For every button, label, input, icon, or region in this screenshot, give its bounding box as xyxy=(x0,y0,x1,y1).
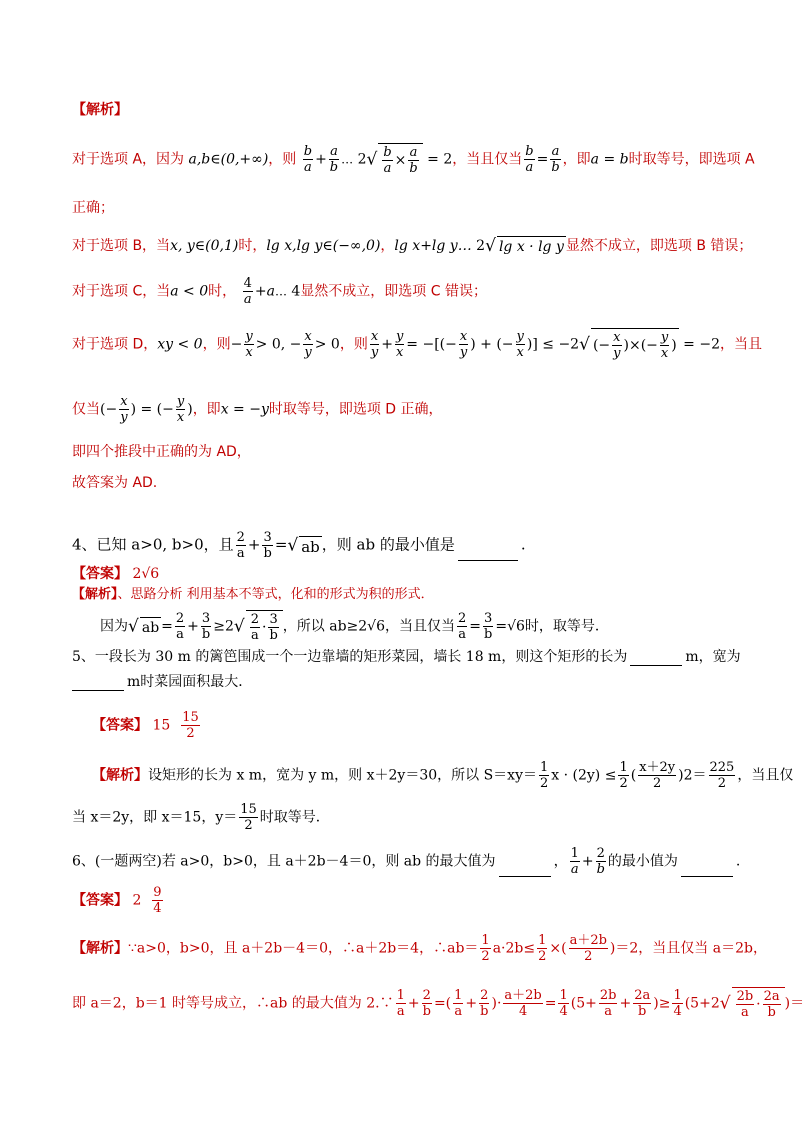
option-d-line: 对于选项 D，xy < 0，则− $\frac{y}{x}$ > 0, − $\frac{x}{y}$ > 0，则 $\frac{x}{y}$ + $\frac{y}{x}$ = −[(− $\frac{x}{y}$ ) + (− $\frac{y}{x}$ )] ≤ −2√ (− $\frac{x}{y}$ )×(− $\frac{y}{x}$ ) = −2，当且 xyxy=(72,329,762,361)
option-a-line: 对于选项 A，因为 a,b∈(0,+∞)，则 $\frac{b}{a}$ + $\frac{a}{b}$ … 2√ $\frac{b}{a}$ × $\frac{a}{b}$ = 2，当且仅当 $\frac{b}{a}$ = $\frac{a}{b}$ ，即a = b时取等号，即选项 A xyxy=(72,144,755,176)
answer-blank[interactable] xyxy=(458,545,518,561)
conclusion-line-2: 故答案为 AD. xyxy=(72,475,158,491)
q4-answer: 【答案】 2√6 xyxy=(72,566,160,582)
option-d-line-2: 仅当(− $\frac{x}{y}$ ) = (− $\frac{y}{x}$ )，即x = −y时取等号，即选项 D 正确， xyxy=(72,394,443,425)
q6-analysis: 【解析】∵a>0，b>0，且 a＋2b－4＝0，∴a＋2b＝4，∴ab＝ $\frac{1}{2}$ a·2b≤ $\frac{1}{2}$ ×( $\frac{a+2b}{2}$ )＝2，当且仅当 a＝2b， xyxy=(72,933,767,964)
question-5-line-2: m时菜园面积最大． xyxy=(72,673,252,691)
question-5: 5、一段长为 30 m 的篱笆围成一个一边靠墙的矩形菜园，墙长 18 m，则这个矩形的长为 m，宽为 xyxy=(72,649,741,665)
option-c-line: 对于选项 C，当a < 0时， $\frac{4}{a}$ +a… 4显然不成立，即选项 C 错误； xyxy=(72,276,487,307)
analysis-heading: 【解析】 xyxy=(72,102,128,118)
length-blank[interactable] xyxy=(630,650,682,666)
question-6: 6、(一题两空)若 a>0，b>0，且 a＋2b－4＝0，则 ab 的最大值为 ， $\frac{1}{a}$ + $\frac{2}{b}$ 的最小值为 . xyxy=(72,846,741,877)
width-blank[interactable] xyxy=(72,675,124,691)
q5-answer: 【答案】 15 $\frac{15}{2}$ xyxy=(92,710,199,741)
max-blank[interactable] xyxy=(499,861,551,877)
option-b-line: 对于选项 B，当x, y∈(0,1)时，lg x,lg y∈(−∞,0)，lg x+lg y… 2√ lg x · lg y 显然不成立，即选项 B 错误； xyxy=(72,236,753,256)
q5-analysis: 【解析】设矩形的长为 x m，宽为 y m，则 x＋2y＝30，所以 S＝xy＝ $\frac{1}{2}$ x · (2y) ≤ $\frac{1}{2}$ ( $\frac{x+2y}{2}$ )2＝ $\frac{225}{2}$ ，当且仅 xyxy=(92,760,794,791)
min-blank[interactable] xyxy=(681,861,733,877)
question-4: 4、已知 a>0, b>0，且 $\frac{2}{a}$ + $\frac{3}{b}$ =√ ab ，则 ab 的最小值是 . xyxy=(72,530,526,561)
q4-analysis-line-2: 因为√ ab = $\frac{2}{a}$ + $\frac{3}{b}$ ≥2√ $\frac{2}{a}$ · $\frac{3}{b}$ ，所以 ab≥2√6，当且仅当 $\frac{2}{a}$ = $\frac{3}{b}$ =√6时，取等号． xyxy=(100,611,609,643)
q6-analysis-line-2: 即 a＝2，b＝1 时等号成立，∴ab 的最大值为 2.∵ $\frac{1}{a}$ + $\frac{2}{b}$ =( $\frac{1}{a}$ + $\frac{2}{b}$ )· $\frac{a+2b}{4}$ = $\frac{1}{4}$ (5+ $\frac{2b}{a}$ + $\frac{2a}{b}$ )≥ $\frac{1}{4}$ (5+2√ $\frac{2b}{a}$ · $\frac{2a}{b}$ )＝ xyxy=(72,988,804,1020)
conclusion-line-1: 即四个推段中正确的为 AD， xyxy=(72,444,251,460)
q5-analysis-line-2: 当 x＝2y，即 x＝15，y＝ $\frac{15}{2}$ 时取等号． xyxy=(72,802,330,833)
option-a-line-2: 正确； xyxy=(72,200,114,216)
q4-analysis: 【解析】、思路分析 利用基本不等式，化和的形式为积的形式． xyxy=(72,587,434,602)
q6-answer: 【答案】 2 $\frac{9}{4}$ xyxy=(72,885,162,916)
